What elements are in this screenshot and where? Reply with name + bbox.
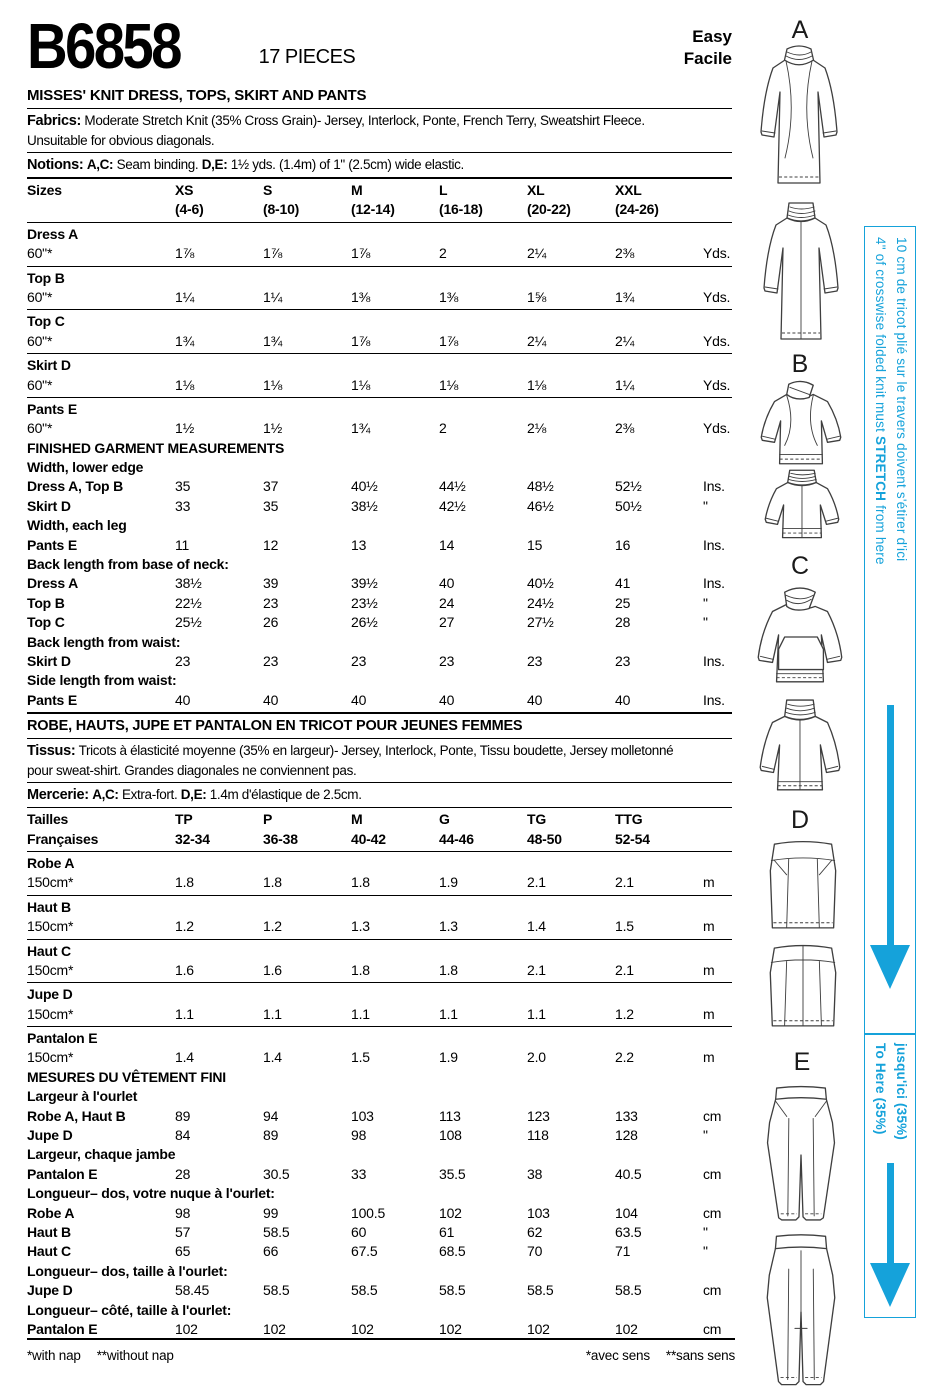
size-name: S bbox=[263, 182, 273, 198]
measurement-heading: Largeur à l'ourlet bbox=[27, 1088, 138, 1105]
main-column bbox=[27, 10, 732, 1339]
yardage-row-name bbox=[27, 854, 732, 873]
measurement-heading: Back length from base of neck: bbox=[27, 556, 229, 573]
pieces-count: 17 PIECES bbox=[258, 46, 356, 68]
notions-note-fr: Mercerie: A,C: Extra-fort. D,E: 1.4m d'élastique de 2.5cm. bbox=[27, 787, 362, 804]
notions-label: Notions: bbox=[27, 157, 84, 173]
yardage-value: 2¼ bbox=[527, 245, 547, 262]
arrow-head bbox=[870, 1263, 910, 1307]
yardage-row-values bbox=[27, 961, 732, 980]
yardage-value: 1⅛ bbox=[439, 376, 459, 393]
size-range: 36-38 bbox=[263, 830, 298, 847]
fabrics-note-en: Fabrics: Moderate Stretch Knit (35% Cross Grain)- Jersey, Interlock, Ponte, French Terry, Sweatshirt Fleece. Unsuitable for obvious diagonals. bbox=[27, 113, 645, 148]
unit: m bbox=[703, 918, 715, 935]
yardage-value: 1⅛ bbox=[175, 376, 195, 393]
stretch-note-en: 4" of crosswise folded knit must STRETCH from here bbox=[873, 237, 888, 565]
size-name: M bbox=[351, 182, 363, 198]
measurement-row: Robe A 98 99 100.5 102 103 104 cm bbox=[27, 1204, 722, 1221]
measurement-row: Jupe D 58.45 58.5 58.5 58.5 58.5 58.5 cm bbox=[27, 1282, 722, 1299]
yardage-value: 1⅞ bbox=[263, 245, 283, 262]
fabric-width: 60"* bbox=[27, 332, 53, 349]
size-name: XXL bbox=[615, 182, 642, 198]
top-b-front-sketch bbox=[748, 378, 854, 472]
to-here-en: To Here (35%) bbox=[873, 1043, 888, 1135]
yardage-value: 1.3 bbox=[439, 918, 458, 935]
yardage-row-values bbox=[27, 288, 732, 307]
finished-title-fr: MESURES DU VÊTEMENT FINI bbox=[27, 1068, 226, 1085]
yardage-value: 1.6 bbox=[263, 961, 282, 978]
top-b-back-sketch bbox=[754, 466, 852, 546]
measurement-heading: Largeur, chaque jambe bbox=[27, 1146, 176, 1163]
measurement-heading: Longueur– dos, votre nuque à l'ourlet: bbox=[27, 1185, 275, 1202]
yardage-row-name bbox=[27, 400, 732, 419]
garment-name: Jupe D bbox=[27, 986, 73, 1003]
yardage-value: 1.2 bbox=[615, 1005, 634, 1022]
yardage-row-values bbox=[27, 873, 732, 892]
yardage-row-values bbox=[27, 1005, 732, 1024]
measurement-row: Skirt D 33 35 38½ 42½ 46½ 50½ " bbox=[27, 497, 708, 514]
unit: Yds. bbox=[703, 332, 731, 349]
size-range: (24-26) bbox=[615, 201, 659, 218]
yardage-value: 1¼ bbox=[263, 288, 283, 305]
measurement-heading: Back length from waist: bbox=[27, 633, 181, 650]
fabric-width: 150cm* bbox=[27, 918, 74, 935]
size-range: 40-42 bbox=[351, 830, 386, 847]
size-name: G bbox=[439, 811, 450, 828]
yardage-value: 2 bbox=[439, 420, 447, 437]
yardage-value: 1⅞ bbox=[351, 332, 371, 349]
yardage-value: 1⅛ bbox=[263, 376, 283, 393]
francaises-label: Françaises bbox=[27, 830, 99, 847]
garment-name: Dress A bbox=[27, 225, 78, 242]
fabrics-label: Fabrics: bbox=[27, 113, 82, 129]
figure-label-a: A bbox=[791, 16, 809, 44]
skirt-d-back-sketch bbox=[758, 942, 848, 1032]
measurement-heading: Width, each leg bbox=[27, 517, 127, 534]
sizes-header-names-en bbox=[27, 181, 732, 200]
yardage-value: 2.1 bbox=[527, 961, 546, 978]
fabric-width: 150cm* bbox=[27, 874, 74, 891]
stretch-arrow-down-icon bbox=[870, 705, 910, 989]
size-name: TG bbox=[527, 811, 547, 828]
yardage-value: 1.8 bbox=[175, 874, 194, 891]
yardage-row-name bbox=[27, 269, 732, 288]
size-range: (12-14) bbox=[351, 201, 395, 218]
garment-name: Haut C bbox=[27, 942, 71, 959]
measurement-row: Pantalon E 102 102 102 102 102 102 cm bbox=[27, 1320, 722, 1337]
unit: m bbox=[703, 1005, 715, 1022]
yardage-value: 1.4 bbox=[175, 1049, 194, 1066]
garment-name: Top C bbox=[27, 313, 65, 330]
stretch-note-fr: 10 cm de tricot plié sur le travers doivent s'étirer d'ici bbox=[893, 237, 909, 562]
yardage-value: 2.1 bbox=[615, 961, 634, 978]
fabric-width: 60"* bbox=[27, 245, 53, 262]
dress-a-front-sketch bbox=[748, 42, 850, 192]
yardage-value: 1.6 bbox=[175, 961, 194, 978]
yardage-value: 1.9 bbox=[439, 874, 458, 891]
measurement-heading: Width, lower edge bbox=[27, 459, 144, 476]
yardage-value: 1⅛ bbox=[351, 376, 371, 393]
pattern-title-fr: ROBE, HAUTS, JUPE ET PANTALON EN TRICOT POUR JEUNES FEMMES bbox=[27, 718, 523, 735]
stretch-gauge-box bbox=[864, 226, 916, 1034]
fabric-width: 60"* bbox=[27, 420, 53, 437]
yardage-value: 2⅛ bbox=[527, 420, 547, 437]
garment-name: Pants E bbox=[27, 400, 77, 417]
fabric-width: 150cm* bbox=[27, 1005, 74, 1022]
yardage-value: 1¼ bbox=[175, 288, 195, 305]
yardage-value: 1.4 bbox=[527, 918, 546, 935]
yardage-value: 1½ bbox=[263, 420, 283, 437]
yardage-value: 2.0 bbox=[527, 1049, 546, 1066]
yardage-value: 1¾ bbox=[615, 288, 635, 305]
yardage-value: 1.1 bbox=[527, 1005, 546, 1022]
difficulty-fr: Facile bbox=[683, 49, 732, 69]
sizes-header-ranges-fr bbox=[27, 830, 732, 849]
size-range: 44-46 bbox=[439, 830, 474, 847]
measurement-row: Dress A 38½ 39 39½ 40 40½ 41 Ins. bbox=[27, 575, 725, 592]
yardage-value: 2.1 bbox=[615, 874, 634, 891]
measurement-row: Haut B 57 58.5 60 61 62 63.5 " bbox=[27, 1224, 708, 1240]
size-name: TTG bbox=[615, 811, 643, 828]
unit: Yds. bbox=[703, 420, 731, 437]
finished-measurements-en bbox=[27, 458, 732, 710]
sizes-header-names-fr bbox=[27, 810, 732, 829]
unit: m bbox=[703, 874, 715, 891]
pattern-number: B6858 bbox=[27, 10, 180, 82]
yardage-row-name bbox=[27, 1029, 732, 1048]
yardage-value: 1⅞ bbox=[351, 245, 371, 262]
garment-name: Robe A bbox=[27, 854, 75, 871]
size-range: (4-6) bbox=[175, 201, 204, 218]
figure-label-e: E bbox=[793, 1048, 811, 1076]
yardage-value: 1⅜ bbox=[351, 288, 371, 305]
figure-label-b: B bbox=[791, 350, 809, 378]
yardage-value: 1⅛ bbox=[527, 376, 547, 393]
tailles-label: Tailles bbox=[27, 811, 69, 828]
yardage-row-values bbox=[27, 376, 732, 395]
measurement-row: Jupe D 84 89 98 108 118 128 " bbox=[27, 1127, 708, 1144]
yardage-value: 1.2 bbox=[175, 918, 194, 935]
mercerie-label: Mercerie: bbox=[27, 787, 89, 804]
yardage-value: 2.2 bbox=[615, 1049, 634, 1066]
arrow-head bbox=[870, 945, 910, 989]
yardage-value: 1.3 bbox=[351, 918, 370, 935]
to-here-text bbox=[869, 1043, 911, 1140]
measurement-heading: Side length from waist: bbox=[27, 672, 177, 689]
yardage-value: 1.9 bbox=[439, 1049, 458, 1066]
yardage-value: 1.8 bbox=[351, 874, 370, 891]
size-range: 48-50 bbox=[527, 830, 562, 847]
yardage-value: 1¾ bbox=[351, 420, 371, 437]
measurement-row: Haut C 65 66 67.5 68.5 70 71 " bbox=[27, 1243, 708, 1260]
yardage-value: 2⅜ bbox=[615, 245, 635, 262]
fabrics-note-fr: Tissus: Tricots à élasticité moyenne (35% en largeur)- Jersey, Interlock, Ponte, Tissu boudette, Jersey molletonné pour sweat-shirt. Grandes diagonales ne conviennent pas. bbox=[27, 743, 674, 779]
yardage-value: 2.1 bbox=[527, 874, 546, 891]
dress-a-back-sketch bbox=[752, 198, 850, 348]
yardage-row-values bbox=[27, 419, 732, 438]
to-here-box bbox=[864, 1034, 916, 1318]
yardage-value: 1.8 bbox=[263, 874, 282, 891]
yardage-value: 2¼ bbox=[615, 332, 635, 349]
unit: Yds. bbox=[703, 245, 731, 262]
size-name: P bbox=[263, 811, 273, 828]
unit: Yds. bbox=[703, 288, 731, 305]
size-name: L bbox=[439, 182, 448, 198]
header bbox=[27, 10, 732, 86]
yardage-value: 1¾ bbox=[175, 332, 195, 349]
size-range: 32-34 bbox=[175, 830, 210, 847]
yardage-value: 1⅜ bbox=[439, 288, 459, 305]
figure-label-d: D bbox=[790, 806, 810, 834]
yardage-value: 1.1 bbox=[263, 1005, 282, 1022]
pants-e-back-sketch bbox=[756, 1230, 846, 1392]
yardage-row-name bbox=[27, 898, 732, 917]
yardage-row-values bbox=[27, 1048, 732, 1067]
fabric-width: 60"* bbox=[27, 376, 53, 393]
difficulty-en: Easy bbox=[692, 27, 732, 46]
to-here-arrow-down-icon bbox=[870, 1163, 910, 1307]
measurement-row: Top B 22½ 23 23½ 24 24½ 25 " bbox=[27, 594, 708, 611]
tissus-label: Tissus: bbox=[27, 743, 76, 760]
size-range: (16-18) bbox=[439, 201, 483, 218]
top-c-back-sketch bbox=[750, 696, 852, 798]
footnote-right: *avec sens **sans sens bbox=[585, 1348, 735, 1363]
size-name: XL bbox=[527, 182, 545, 198]
yardage-value: 1.8 bbox=[439, 961, 458, 978]
stretch-note-text bbox=[869, 237, 911, 565]
measurement-row: Dress A, Top B 35 37 40½ 44½ 48½ 52½ Ins. bbox=[27, 478, 725, 495]
figure-label-c: C bbox=[790, 552, 810, 580]
size-range: 52-54 bbox=[615, 830, 650, 847]
size-range: (8-10) bbox=[263, 201, 300, 218]
notions-note-en: Notions: A,C: Seam binding. D,E: 1½ yds. (1.4m) of 1" (2.5cm) wide elastic. bbox=[27, 157, 464, 173]
footnote-left: *with nap **without nap bbox=[27, 1348, 174, 1363]
yardage-value: 1¼ bbox=[615, 376, 635, 393]
yardage-row-name bbox=[27, 942, 732, 961]
fabric-width: 150cm* bbox=[27, 961, 74, 978]
unit: Yds. bbox=[703, 376, 731, 393]
yardage-value: 1¾ bbox=[263, 332, 283, 349]
yardage-row-name bbox=[27, 312, 732, 331]
garment-name: Skirt D bbox=[27, 357, 71, 374]
difficulty-badge bbox=[684, 26, 732, 70]
arrow-shaft bbox=[887, 705, 894, 945]
top-c-front-sketch bbox=[746, 584, 856, 692]
fabric-width: 60"* bbox=[27, 288, 53, 305]
yardage-row-values bbox=[27, 332, 732, 351]
measurement-row: Pants E 11 12 13 14 15 16 Ins. bbox=[27, 536, 725, 553]
size-name: TP bbox=[175, 811, 193, 828]
size-name: XS bbox=[175, 182, 194, 198]
yardage-value: 2¼ bbox=[527, 332, 547, 349]
measurement-row: Skirt D 23 23 23 23 23 23 Ins. bbox=[27, 653, 725, 669]
yardage-value: 2 bbox=[439, 245, 447, 262]
yardage-value: 1⅞ bbox=[175, 245, 195, 262]
sizes-header-ranges-en bbox=[27, 200, 732, 219]
yardage-value: 1.4 bbox=[263, 1049, 282, 1066]
footer bbox=[27, 1338, 735, 1363]
yardage-row-values bbox=[27, 244, 732, 263]
garment-name: Haut B bbox=[27, 898, 71, 915]
to-here-fr: jusqu'ici (35%) bbox=[893, 1043, 909, 1140]
yardage-value: 1.5 bbox=[615, 918, 634, 935]
measurement-heading: Longueur– dos, taille à l'ourlet: bbox=[27, 1262, 228, 1279]
size-name: M bbox=[351, 811, 363, 828]
yardage-value: 1.1 bbox=[439, 1005, 458, 1022]
measurement-row: Pantalon E 28 30.5 33 35.5 38 40.5 cm bbox=[27, 1165, 722, 1182]
yardage-value: 1⅞ bbox=[439, 332, 459, 349]
yardage-row-values bbox=[27, 917, 732, 936]
garment-name: Top B bbox=[27, 269, 65, 286]
yardage-row-name bbox=[27, 225, 732, 244]
yardage-row-name bbox=[27, 356, 732, 375]
yardage-value: 1.8 bbox=[351, 961, 370, 978]
sizes-label: Sizes bbox=[27, 182, 62, 198]
fabric-width: 150cm* bbox=[27, 1049, 74, 1066]
yardage-value: 1.1 bbox=[175, 1005, 194, 1022]
yardage-value: 1½ bbox=[175, 420, 195, 437]
unit: m bbox=[703, 1049, 715, 1066]
yardage-row-name bbox=[27, 985, 732, 1004]
pants-e-front-sketch bbox=[754, 1082, 848, 1226]
measurement-row: Robe A, Haut B 89 94 103 113 123 133 cm bbox=[27, 1107, 722, 1124]
yardage-value: 1⅝ bbox=[527, 288, 547, 305]
yardage-value: 1.5 bbox=[351, 1049, 370, 1066]
yardage-value: 2⅜ bbox=[615, 420, 635, 437]
skirt-d-front-sketch bbox=[758, 836, 848, 934]
finished-measurements-fr bbox=[27, 1087, 732, 1339]
size-range: (20-22) bbox=[527, 201, 571, 218]
garment-name: Pantalon E bbox=[27, 1030, 98, 1047]
pattern-title-en: MISSES' KNIT DRESS, TOPS, SKIRT AND PANTS bbox=[27, 87, 367, 104]
measurement-row: Pants E 40 40 40 40 40 40 Ins. bbox=[27, 691, 725, 708]
measurement-heading: Longueur– côté, taille à l'ourlet: bbox=[27, 1301, 232, 1318]
measurement-row: Top C 25½ 26 26½ 27 27½ 28 " bbox=[27, 614, 708, 631]
yardage-value: 1.2 bbox=[263, 918, 282, 935]
yardage-value: 1.1 bbox=[351, 1005, 370, 1022]
arrow-shaft bbox=[887, 1163, 894, 1263]
finished-title-en: FINISHED GARMENT MEASUREMENTS bbox=[27, 439, 285, 456]
unit: m bbox=[703, 961, 715, 978]
